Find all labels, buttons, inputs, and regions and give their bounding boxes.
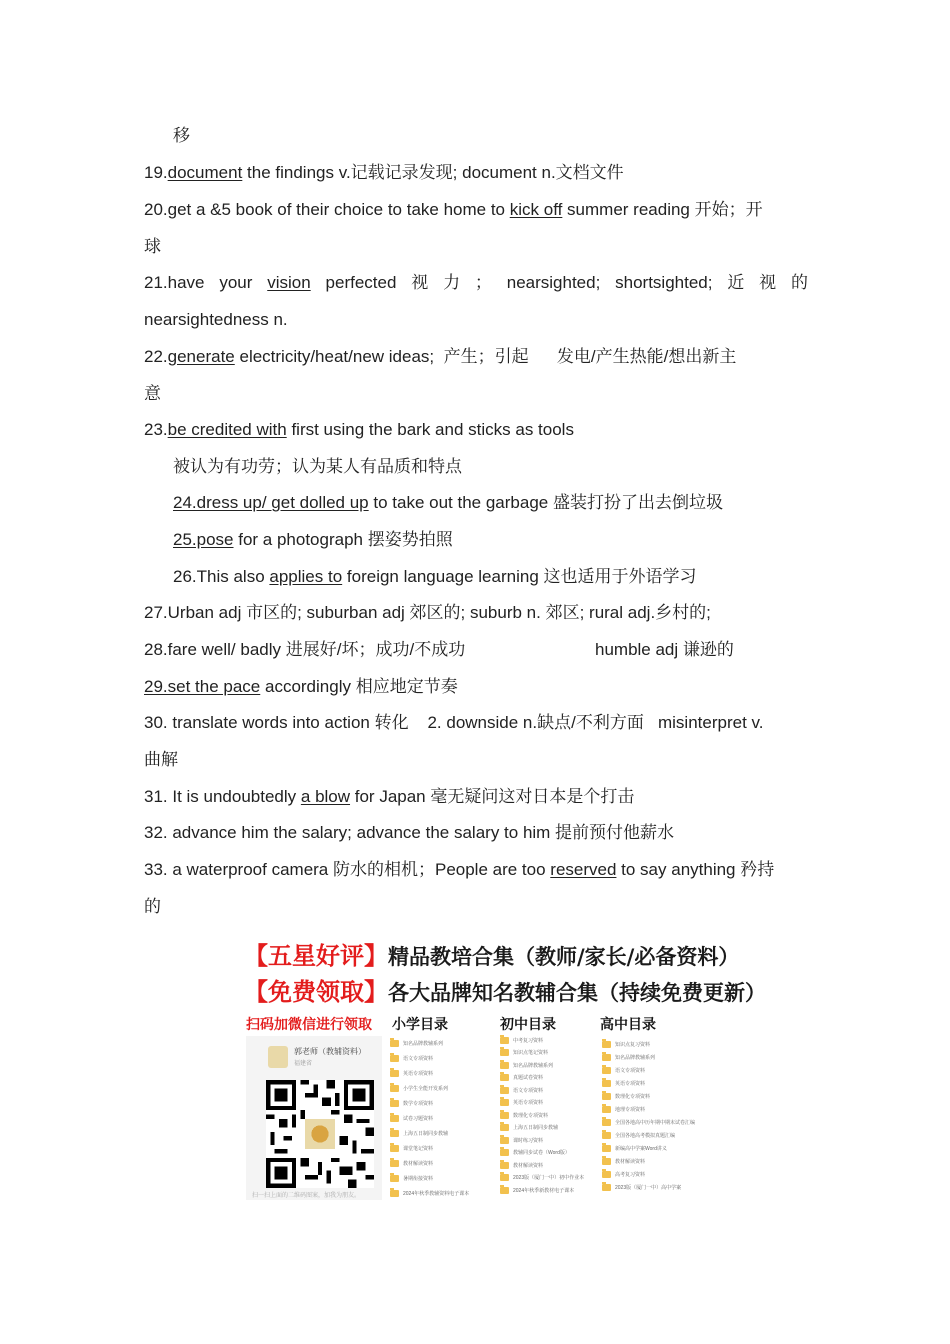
item-definition: foreign language learning 这也适用于外语学习 <box>342 567 697 586</box>
vocab-item-29 <box>144 675 808 699</box>
vocab-item-20 <box>144 198 808 222</box>
folder-icon <box>500 1049 509 1056</box>
key-phrase: be credited with <box>167 420 287 439</box>
wrap-line <box>144 748 808 772</box>
word: 视 <box>411 273 429 292</box>
list-item[interactable] <box>500 1047 584 1060</box>
folder-icon <box>500 1112 509 1119</box>
key-phrase: vision <box>267 273 311 292</box>
folder-icon <box>602 1145 611 1152</box>
item-definition: to take out the garbage 盛装打扮了出去倒垃圾 <box>368 493 723 512</box>
folder-label: 试卷习题资料 <box>403 1116 434 1122</box>
item-definition: for Japan 毫无疑问这对日本是个打击 <box>350 787 635 806</box>
vocab-item-23 <box>144 418 808 442</box>
folder-label: 教材解读资料 <box>615 1159 646 1165</box>
key-phrase: kick off <box>509 200 563 219</box>
folder-label: 上海五日制同步教辅 <box>513 1125 559 1132</box>
vocab-item-27 <box>144 601 808 625</box>
wrap-line <box>144 235 808 259</box>
folder-icon <box>500 1037 509 1044</box>
list-item[interactable] <box>602 1038 695 1051</box>
folder-icon <box>602 1080 611 1087</box>
middle-folder-list <box>500 1034 584 1197</box>
contact-name: 郭老师（教辅资料） <box>294 1047 366 1056</box>
list-item[interactable] <box>500 1122 584 1135</box>
folder-icon <box>500 1124 509 1131</box>
folder-label: 2024年秋季教辅资料电子课本 <box>403 1191 470 1197</box>
word: 的 <box>790 273 808 292</box>
wrap-text: 曲解 <box>144 750 178 769</box>
list-item[interactable] <box>390 1096 469 1111</box>
word: perfected <box>325 273 397 292</box>
item-definition: to say anything 矜持 <box>616 860 775 879</box>
folder-label: 暑期衔接资料 <box>403 1176 434 1182</box>
key-phrase: a blow <box>300 787 351 806</box>
list-item[interactable] <box>500 1184 584 1197</box>
item-text-extra: humble adj 谦逊的 <box>595 640 734 659</box>
folder-label: 知名品牌教辅系列 <box>403 1041 444 1047</box>
item-definition: for a photograph 摆姿势拍照 <box>233 530 453 549</box>
item-number: 22. <box>144 347 168 366</box>
list-item[interactable] <box>602 1103 695 1116</box>
item-text: 31. It is undoubtedly <box>144 787 301 806</box>
wrap-text: nearsightedness n. <box>144 310 288 329</box>
key-phrase: 24.dress up/ get dolled up <box>173 493 369 512</box>
wrap-line <box>173 455 837 479</box>
item-definition: first using the bark and sticks as tools <box>286 420 574 439</box>
promo-subheadline-text: 各大品牌知名教辅合集（持续免费更新） <box>388 980 766 1005</box>
folder-icon <box>602 1119 611 1126</box>
folder-label: 英语专项资料 <box>615 1081 646 1087</box>
list-item[interactable] <box>602 1181 695 1194</box>
folder-icon <box>602 1171 611 1178</box>
key-phrase: document <box>167 163 243 182</box>
folder-icon <box>390 1145 399 1152</box>
folder-label: 数理化专项资料 <box>513 1112 549 1119</box>
folder-icon <box>602 1132 611 1139</box>
word: 21.have <box>144 273 205 292</box>
list-item[interactable] <box>602 1142 695 1155</box>
list-item[interactable] <box>390 1111 469 1126</box>
list-item[interactable] <box>390 1141 469 1156</box>
key-phrase: reserved <box>550 860 617 879</box>
folder-label: 上海五日制同步教辅 <box>403 1131 449 1137</box>
folder-label: 2023版（厦门一中）初中作业本 <box>513 1175 585 1182</box>
item-text: 32. advance him the salary; advance the salary to him 提前预付他薪水 <box>144 823 675 842</box>
folder-label: 知名品牌教辅系列 <box>513 1062 554 1069</box>
key-phrase: 29.set the pace <box>144 677 261 696</box>
folder-label: 新编高中学案Word讲义 <box>615 1146 667 1152</box>
item-text: 26.This also <box>173 567 270 586</box>
list-item[interactable] <box>500 1172 584 1185</box>
vocab-item-31 <box>144 785 808 809</box>
qr-code-icon[interactable] <box>266 1080 374 1188</box>
vocab-item-33 <box>144 858 808 882</box>
folder-icon <box>602 1093 611 1100</box>
folder-label: 知识点笔记资料 <box>513 1050 549 1057</box>
list-item[interactable] <box>500 1134 584 1147</box>
folder-label: 全国各地高中历年期中期末试卷汇编 <box>615 1120 696 1126</box>
primary-folder-list <box>390 1036 469 1201</box>
folder-label: 语文专项资料 <box>615 1068 646 1074</box>
folder-label: 全国各地高考模拟真题汇编 <box>615 1133 676 1139</box>
list-item[interactable] <box>390 1171 469 1186</box>
contact-region: 福建省 <box>294 1061 313 1067</box>
folder-label: 语文专项资料 <box>513 1087 544 1094</box>
word: shortsighted; <box>615 273 713 292</box>
item-number: 19. <box>144 163 168 182</box>
list-item[interactable] <box>390 1126 469 1141</box>
vocab-item-21 <box>144 271 808 295</box>
item-definition: electricity/heat/new ideas; 产生；引起 发电/产生热能/想出新主 <box>234 347 737 366</box>
vocab-item-25 <box>173 528 837 552</box>
list-item[interactable] <box>390 1051 469 1066</box>
folder-label: 高考复习资料 <box>615 1172 646 1178</box>
wrap-text: 的 <box>144 897 161 916</box>
wechat-contact-card <box>246 1036 382 1200</box>
wrap-line <box>144 895 808 919</box>
folder-icon <box>602 1054 611 1061</box>
vocab-item-24 <box>173 491 837 515</box>
folder-icon <box>500 1174 509 1181</box>
list-item[interactable] <box>500 1159 584 1172</box>
vocab-item-28 <box>144 638 808 662</box>
promo-headline-text: 精品教培合集（教师/家长/必备资料） <box>388 944 740 969</box>
folder-icon <box>602 1067 611 1074</box>
qr-caption: 扫一扫上面的二维码图案，加我为朋友。 <box>252 1193 361 1199</box>
vocab-item-30 <box>144 711 808 735</box>
folder-icon <box>500 1074 509 1081</box>
folder-icon <box>390 1070 399 1077</box>
folder-label: 真题试卷资料 <box>513 1075 544 1082</box>
vocab-item-26 <box>173 565 837 589</box>
folder-icon <box>500 1087 509 1094</box>
promo-headline <box>244 936 739 971</box>
item-text: 27.Urban adj 市区的; suburban adj 郊区的; suburb n. 郊区; rural adj.乡村的; <box>144 603 711 622</box>
list-item[interactable] <box>602 1077 695 1090</box>
word: 视 <box>759 273 777 292</box>
folder-label: 英语专项资料 <box>513 1100 544 1107</box>
wrap-line <box>144 382 808 406</box>
text-line <box>173 124 837 148</box>
item-text: 20.get a &5 book of their choice to take home to <box>144 200 510 219</box>
avatar <box>268 1046 288 1068</box>
list-item[interactable] <box>500 1059 584 1072</box>
folder-icon <box>602 1184 611 1191</box>
list-item[interactable] <box>390 1156 469 1171</box>
wrap-text: 球 <box>144 237 161 256</box>
folder-icon <box>390 1055 399 1062</box>
folder-label: 教材解读资料 <box>513 1162 544 1169</box>
folder-icon <box>500 1187 509 1194</box>
category-title-high: 高中目录 <box>600 1017 656 1033</box>
high-folder-list <box>602 1038 695 1194</box>
list-item[interactable] <box>602 1129 695 1142</box>
promo-banner[interactable] <box>244 930 766 1200</box>
folder-icon <box>602 1158 611 1165</box>
vocab-item-22 <box>144 345 808 369</box>
folder-label: 课堂笔记资料 <box>403 1146 434 1152</box>
item-definition: summer reading 开始；开 <box>562 200 763 219</box>
promo-highlight: 【五星好评】 <box>244 941 388 970</box>
list-item[interactable] <box>602 1168 695 1181</box>
item-text: 30. translate words into action 转化 2. downside n.缺点/不利方面 misinterpret v. <box>144 713 764 732</box>
list-item[interactable] <box>602 1090 695 1103</box>
key-phrase: generate <box>167 347 235 366</box>
category-title-primary: 小学目录 <box>392 1017 448 1033</box>
folder-label: 知名品牌教辅系列 <box>615 1055 656 1061</box>
folder-label: 教辅同步试卷（Word版） <box>513 1150 570 1157</box>
wrap-text: 被认为有功劳；认为某人有品质和特点 <box>173 457 462 476</box>
folder-icon <box>500 1149 509 1156</box>
list-item[interactable] <box>500 1109 584 1122</box>
folder-icon <box>390 1085 399 1092</box>
wrap-text: 意 <box>144 384 161 403</box>
folder-icon <box>390 1040 399 1047</box>
item-text: 33. a waterproof camera 防水的相机；People are too <box>144 860 551 879</box>
list-item[interactable] <box>390 1066 469 1081</box>
line-text: 移 <box>173 126 190 145</box>
item-definition: the findings v.记载记录发现; document n.文档文件 <box>242 163 624 182</box>
folder-icon <box>390 1130 399 1137</box>
folder-label: 2023版（厦门一中）高中学案 <box>615 1185 682 1191</box>
folder-label: 小学生全能开发系列 <box>403 1086 449 1092</box>
item-number: 23. <box>144 420 168 439</box>
item-definition: accordingly 相应地定节奏 <box>260 677 458 696</box>
folder-icon <box>500 1162 509 1169</box>
word: your <box>219 273 253 292</box>
folder-icon <box>602 1106 611 1113</box>
folder-label: 数学专项资料 <box>403 1101 434 1107</box>
folder-icon <box>390 1160 399 1167</box>
folder-label: 数理化专项资料 <box>615 1094 651 1100</box>
folder-label: 课时练习资料 <box>513 1137 544 1144</box>
list-item[interactable] <box>602 1064 695 1077</box>
folder-label: 教材解读资料 <box>403 1161 434 1167</box>
folder-label: 中考复习资料 <box>513 1037 544 1044</box>
folder-icon <box>390 1190 399 1197</box>
list-item[interactable] <box>602 1155 695 1168</box>
word: ； <box>474 273 492 292</box>
list-item[interactable] <box>390 1081 469 1096</box>
wrap-line <box>144 308 808 332</box>
folder-icon <box>390 1175 399 1182</box>
key-phrase: applies to <box>269 567 343 586</box>
folder-label: 英语专项资料 <box>403 1071 434 1077</box>
list-item[interactable] <box>500 1084 584 1097</box>
list-item[interactable] <box>602 1116 695 1129</box>
list-item[interactable] <box>500 1097 584 1110</box>
folder-label: 知识点复习资料 <box>615 1042 651 1048</box>
folder-label: 语文专项资料 <box>403 1056 434 1062</box>
folder-icon <box>390 1115 399 1122</box>
key-phrase: 25.pose <box>173 530 234 549</box>
scan-label: 扫码加微信进行领取 <box>246 1017 372 1033</box>
category-title-middle: 初中目录 <box>500 1017 556 1033</box>
promo-highlight: 【免费领取】 <box>244 977 388 1006</box>
vocab-item-19 <box>144 161 808 185</box>
word: nearsighted; <box>506 273 601 292</box>
folder-icon <box>602 1041 611 1048</box>
list-item[interactable] <box>390 1186 469 1201</box>
folder-icon <box>500 1099 509 1106</box>
list-item[interactable] <box>390 1036 469 1051</box>
item-text: 28.fare well/ badly 进展好/坏；成功/不成功 <box>144 640 466 659</box>
list-item[interactable] <box>500 1147 584 1160</box>
vocab-item-32 <box>144 821 808 845</box>
word: 力 <box>443 273 461 292</box>
folder-icon <box>500 1137 509 1144</box>
word: 近 <box>727 273 745 292</box>
list-item[interactable] <box>500 1072 584 1085</box>
folder-label: 地理专项资料 <box>615 1107 646 1113</box>
folder-icon <box>390 1100 399 1107</box>
list-item[interactable] <box>602 1051 695 1064</box>
folder-icon <box>500 1062 509 1069</box>
promo-subheadline <box>244 972 766 1007</box>
list-item[interactable] <box>500 1034 584 1047</box>
folder-label: 2024年秋季新教材电子课本 <box>513 1187 575 1194</box>
